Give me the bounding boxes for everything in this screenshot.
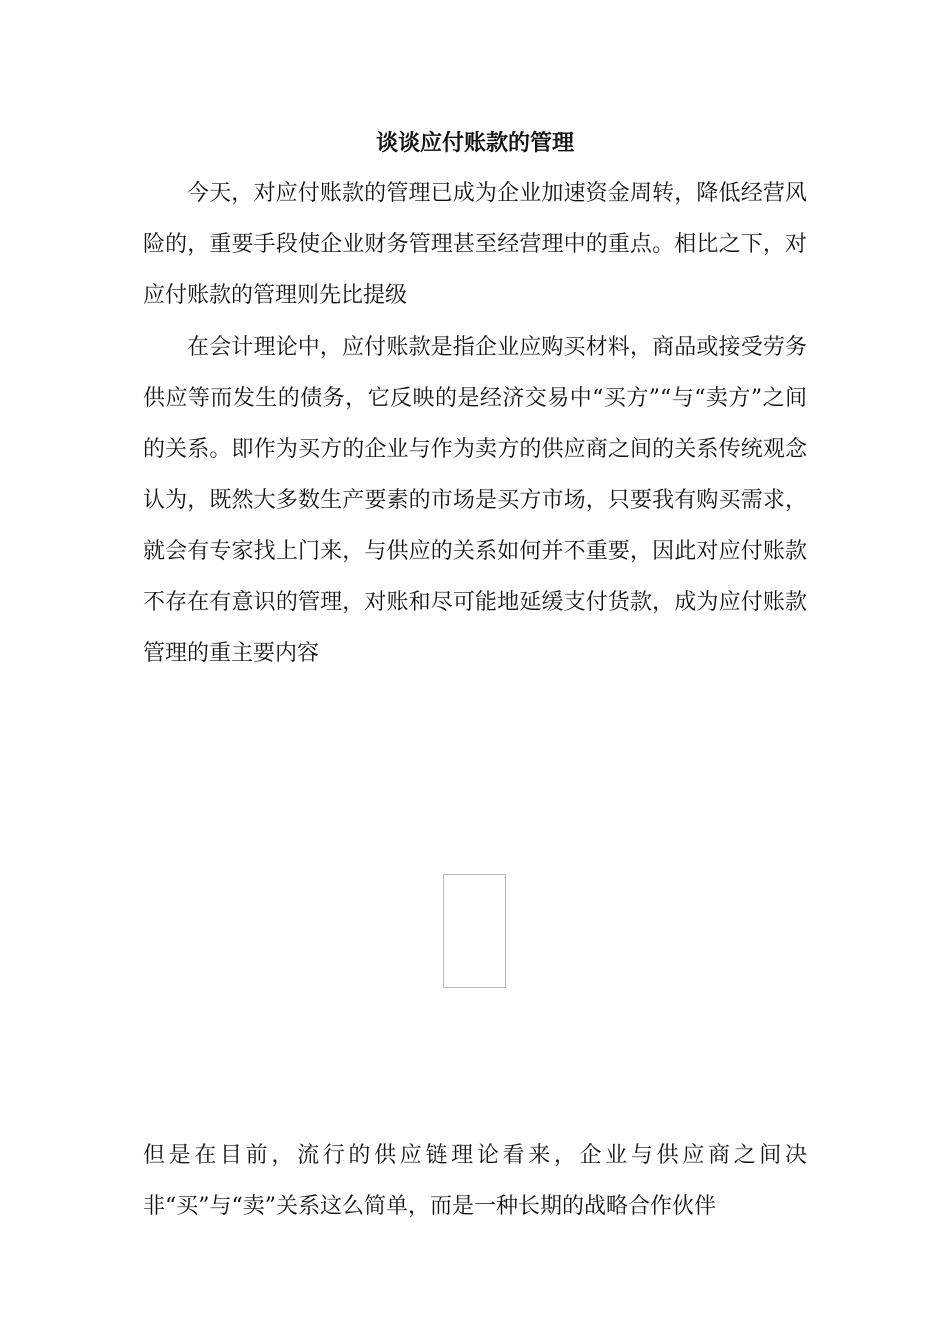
document-title: 谈谈应付账款的管理 [375,130,574,156]
image-placeholder [443,874,506,988]
paragraph-1: 今天，对应付账款的管理已成为企业加速资金周转，降低经营风险的，重要手段使企业财务管理甚至经营理中的重点。相比之下，对应付账款的管理则先比提级 [143,181,807,308]
paragraph-3: 但是在目前，流行的供应链理论看来，企业与供应商之间决非“买”与“卖”关系这么简单，而是一种长期的战略合作伙伴 [143,1143,807,1219]
paragraph-2: 在会计理论中，应付账款是指企业应购买材料，商品或接受劳务供应等而发生的债务，它反映的是经济交易中“买方”“与“卖方”之间的关系。即作为买方的企业与作为卖方的供应商之间的关系传统观念认为，既然大多数生产要素的市场是买方市场，只要我有购买需求，就会有专家找上门来，与供应的关系如何并不重要，因此对应付账款不存在有意识的管理，对账和尽可能地延缓支付货款，成为应付账款管理的重主要内容 [143,335,807,666]
